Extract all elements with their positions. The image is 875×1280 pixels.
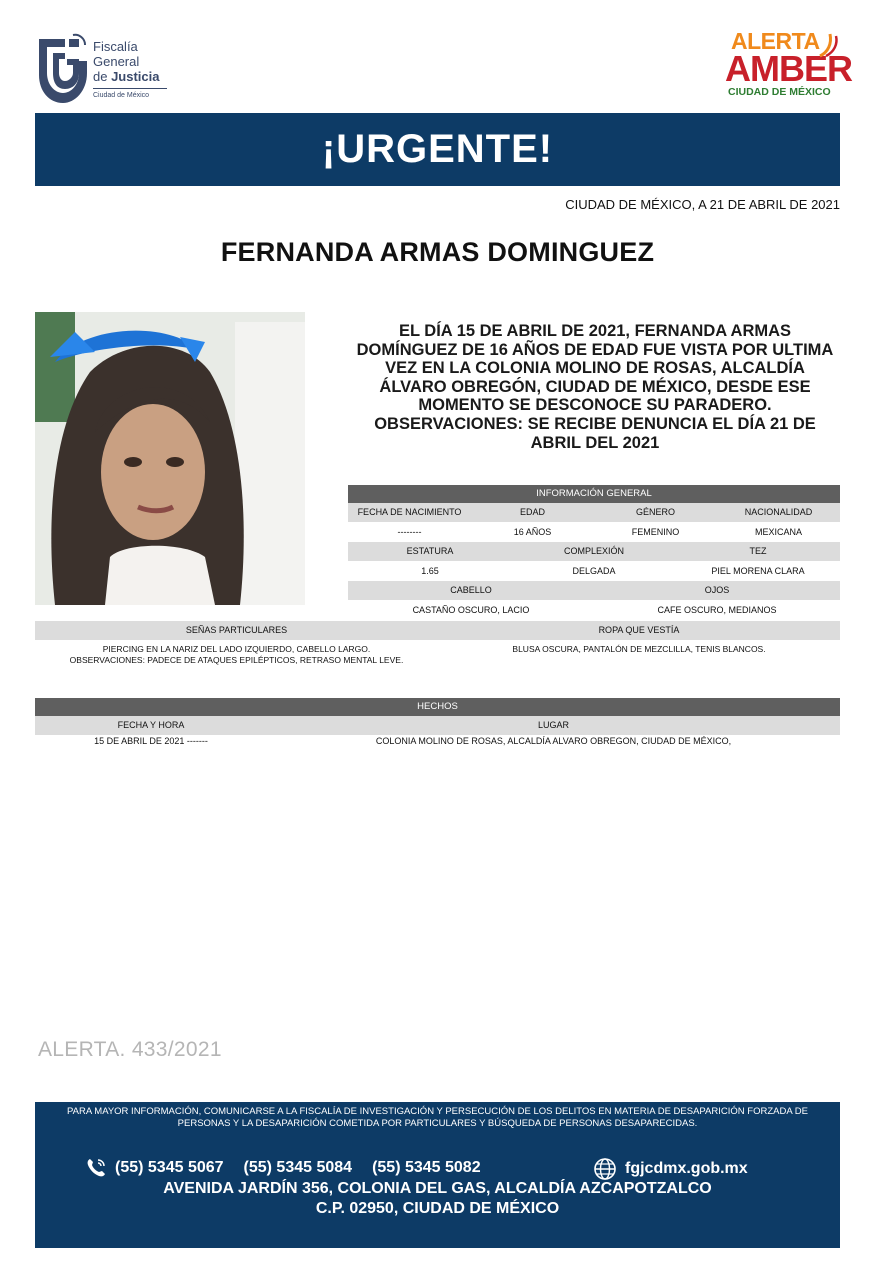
- phone-2[interactable]: (55) 5345 5084: [243, 1159, 353, 1176]
- info-general-header: INFORMACIÓN GENERAL: [348, 485, 840, 503]
- urgent-banner: [35, 113, 840, 186]
- value-genero: FEMENINO: [631, 527, 680, 537]
- label-fecha-nacimiento: FECHA DE NACIMIENTO: [357, 507, 462, 517]
- value-cabello: CASTAÑO OSCURO, LACIO: [412, 605, 530, 615]
- senas-labels: [35, 621, 840, 640]
- label-senas-particulares: SEÑAS PARTICULARES: [185, 625, 288, 635]
- value-fecha-hora: 15 DE ABRIL DE 2021 -------: [94, 736, 208, 746]
- info-row1-labels: [348, 503, 840, 522]
- label-fecha-hora: FECHA Y HORA: [117, 720, 185, 730]
- label-lugar: LUGAR: [537, 720, 569, 730]
- phone-icon: [85, 1157, 107, 1179]
- amber-line2: AMBER: [725, 48, 852, 89]
- value-senas-line2: OBSERVACIONES: PADECE DE ATAQUES EPILÉPTICOS, RETRASO MENTAL LEVE.: [69, 655, 404, 665]
- banner-title: ¡URGENTE!: [321, 127, 554, 171]
- phone-1[interactable]: (55) 5345 5067: [115, 1159, 224, 1176]
- alerta-amber-logo: [725, 28, 852, 108]
- fgj-emblem-icon: [35, 33, 87, 105]
- globe-icon: [593, 1157, 617, 1181]
- phone-3[interactable]: (55) 5345 5082: [372, 1159, 481, 1176]
- senas-table: [35, 621, 840, 666]
- phone-list: [85, 1157, 501, 1179]
- label-cabello: CABELLO: [450, 585, 492, 595]
- amber-line1: ALERTA: [731, 28, 820, 54]
- hechos-labels: [35, 716, 840, 735]
- info-row3-labels: [348, 581, 840, 600]
- info-row1-values: [348, 522, 840, 542]
- footer-info-text: PARA MAYOR INFORMACIÓN, COMUNICARSE A LA FISCALÍA DE INVESTIGACIÓN Y PERSECUCIÓN DE LOS DELITOS EN MATERIA DE DESAPARICIÓN FORZADA DE PERSONAS Y LA DESAPARICIÓN COMETIDA POR PARTICULARES Y BÚSQUEDA DE PERSONAS DESAPARECIDAS.: [67, 1106, 808, 1129]
- fgj-sub: Ciudad de México: [93, 92, 150, 99]
- fgj-logo: [35, 33, 175, 108]
- info-row2-values: [348, 561, 840, 581]
- hechos-values: [35, 735, 840, 750]
- address-line1: AVENIDA JARDÍN 356, COLONIA DEL GAS, ALCALDÍA AZCAPOTZALCO: [163, 1180, 712, 1197]
- value-ropa: BLUSA OSCURA, PANTALÓN DE MEZCLILLA, TENIS BLANCOS.: [512, 644, 766, 654]
- website-link[interactable]: fgjcdmx.gob.mx: [625, 1160, 748, 1177]
- label-edad: EDAD: [519, 507, 545, 517]
- label-ropa: ROPA QUE VESTÍA: [598, 625, 680, 635]
- fgj-line3b: Justicia: [111, 69, 160, 84]
- label-complexion: COMPLEXIÓN: [563, 546, 624, 556]
- value-complexion: DELGADA: [572, 566, 616, 576]
- label-estatura: ESTATURA: [406, 546, 454, 556]
- fgj-line2: General: [93, 54, 140, 69]
- website: [593, 1157, 748, 1181]
- value-edad: 16 AÑOS: [513, 527, 552, 537]
- fgj-divider: [93, 88, 167, 89]
- label-tez: TEZ: [749, 546, 767, 556]
- value-estatura: 1.65: [421, 566, 439, 576]
- value-lugar: COLONIA MOLINO DE ROSAS, ALCALDÍA ALVARO OBREGON, CIUDAD DE MÉXICO,: [375, 736, 732, 746]
- value-tez: PIEL MORENA CLARA: [711, 566, 805, 576]
- alert-number: ALERTA. 433/2021: [38, 1038, 222, 1061]
- info-general-table: [348, 485, 840, 620]
- info-row2-labels: [348, 542, 840, 561]
- hechos-header: HECHOS: [35, 698, 840, 716]
- hechos-table: [35, 698, 840, 750]
- missing-person-photo: [35, 312, 305, 605]
- address-line2: C.P. 02950, CIUDAD DE MÉXICO: [315, 1200, 560, 1217]
- value-nacionalidad: MEXICANA: [754, 527, 802, 537]
- person-name: FERNANDA ARMAS DOMINGUEZ: [220, 237, 655, 267]
- date-line: CIUDAD DE MÉXICO, A 21 DE ABRIL DE 2021: [565, 197, 840, 212]
- label-nacionalidad: NACIONALIDAD: [744, 507, 813, 517]
- contact-footer: [35, 1102, 840, 1248]
- value-ojos: CAFE OSCURO, MEDIANOS: [657, 605, 777, 615]
- signal-wave-icon: [818, 32, 840, 58]
- label-genero: GÉNERO: [635, 507, 675, 517]
- fgj-line3a: de: [93, 69, 112, 84]
- label-ojos: OJOS: [704, 585, 730, 595]
- case-description: EL DÍA 15 DE ABRIL DE 2021, FERNANDA ARMAS DOMÍNGUEZ DE 16 AÑOS DE EDAD FUE VISTA POR ULTIMA VEZ EN LA COLONIA MOLINO DE ROSAS, ALCALDÍA ÁLVARO OBREGÓN, CIUDAD DE MÉXICO, DESDE ESE MOMENTO SE DESCONOCE SU PARADERO. OBSERVACIONES: SE RECIBE DENUNCIA EL DÍA 21 DE ABRIL DEL 2021: [356, 322, 834, 452]
- info-row3-values: [348, 600, 840, 620]
- fgj-line1: Fiscalía: [93, 39, 138, 54]
- value-senas-line1: PIERCING EN LA NARIZ DEL LADO IZQUIERDO, CABELLO LARGO.: [102, 644, 371, 654]
- amber-line3: CIUDAD DE MÉXICO: [728, 86, 831, 98]
- value-fecha-nacimiento: --------: [397, 527, 422, 537]
